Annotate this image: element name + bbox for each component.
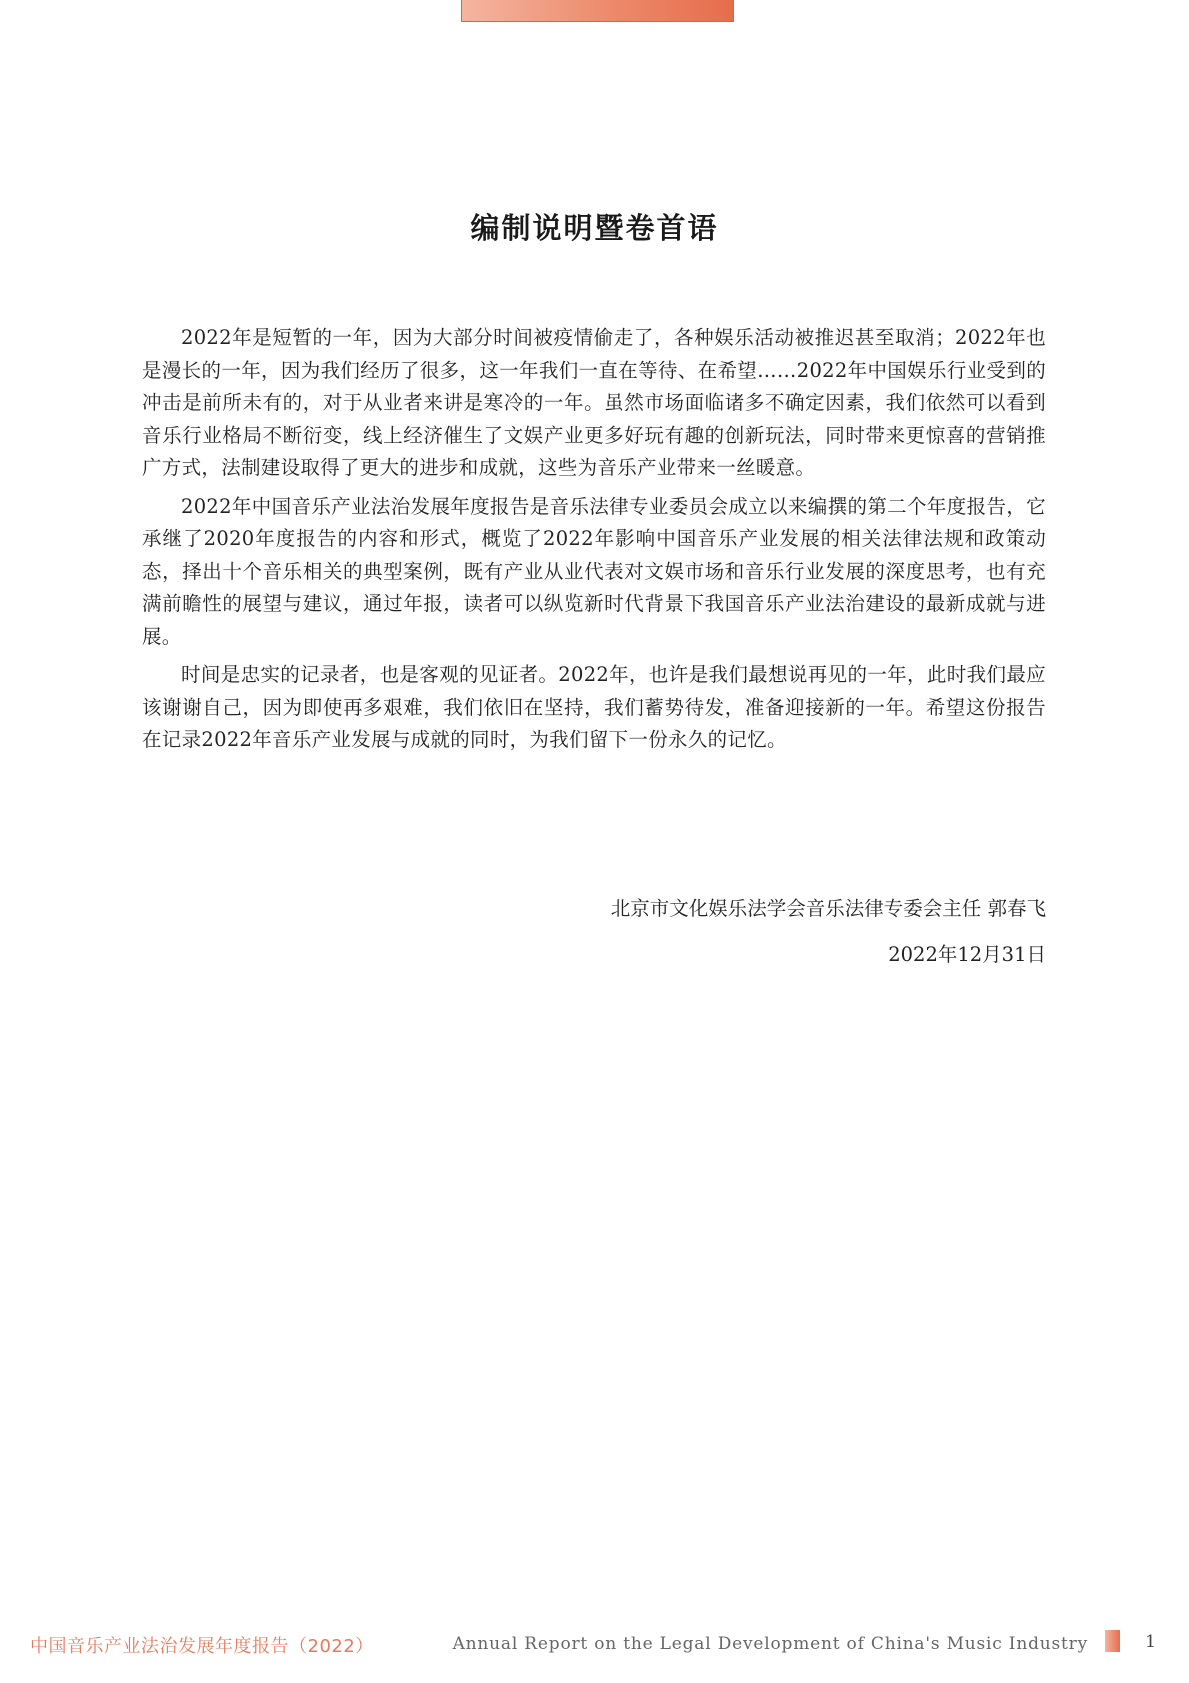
footer-chinese-title: 中国音乐产业法治发展年度报告（2022） xyxy=(30,1636,374,1657)
page-footer xyxy=(30,1628,1160,1658)
paragraph-2: 2022年中国音乐产业法治发展年度报告是音乐法律专业委员会成立以来编撰的第二个年度报告，它承继了2020年度报告的内容和形式，概览了2022年影响中国音乐产业发展的相关法律法规和政策动态，择出十个音乐相关的典型案例，既有产业从业代表对文娱市场和音乐行业发展的深度思考，也有充满前瞻性的展望与建议，通过年报，读者可以纵览新时代背景下我国音乐产业法治建设的最新成就与进展。 xyxy=(142,494,1046,648)
preface-body xyxy=(142,322,1046,763)
paragraph-1: 2022年是短暂的一年，因为大部分时间被疫情偷走了，各种娱乐活动被推迟甚至取消；2022年也是漫长的一年，因为我们经历了很多，这一年我们一直在等待、在希望……2022年中国娱乐行业受到的冲击是前所未有的，对于从业者来讲是寒冷的一年。虽然市场面临诸多不确定因素，我们依然可以看到音乐行业格局不断衍变，线上经济催生了文娱产业更多好玩有趣的创新玩法，同时带来更惊喜的营销推广方式，法制建设取得了更大的进步和成就，这些为音乐产业带来一丝暖意。 xyxy=(142,326,1046,479)
page-number: 1 xyxy=(1145,1632,1156,1652)
footer-english-title: Annual Report on the Legal Development of China's Music Industry xyxy=(452,1634,1088,1654)
paragraph-3: 时间是忠实的记录者，也是客观的见证者。2022年，也许是我们最想说再见的一年，此时我们最应该谢谢自己，因为即使再多艰难，我们依旧在坚持，我们蓄势待发，准备迎接新的一年。希望这份报告在记录2022年音乐产业发展与成就的同时，为我们留下一份永久的记忆。 xyxy=(142,663,1046,751)
signature-block xyxy=(611,886,1046,978)
page-title: 编制说明暨卷首语 xyxy=(470,211,719,245)
header-decoration-tab xyxy=(461,0,734,22)
footer-bookmark-icon xyxy=(1105,1630,1120,1652)
signature-date: 2022年12月31日 xyxy=(888,943,1046,966)
signature-author: 北京市文化娱乐法学会音乐法律专委会主任 郭春飞 xyxy=(610,897,1046,920)
